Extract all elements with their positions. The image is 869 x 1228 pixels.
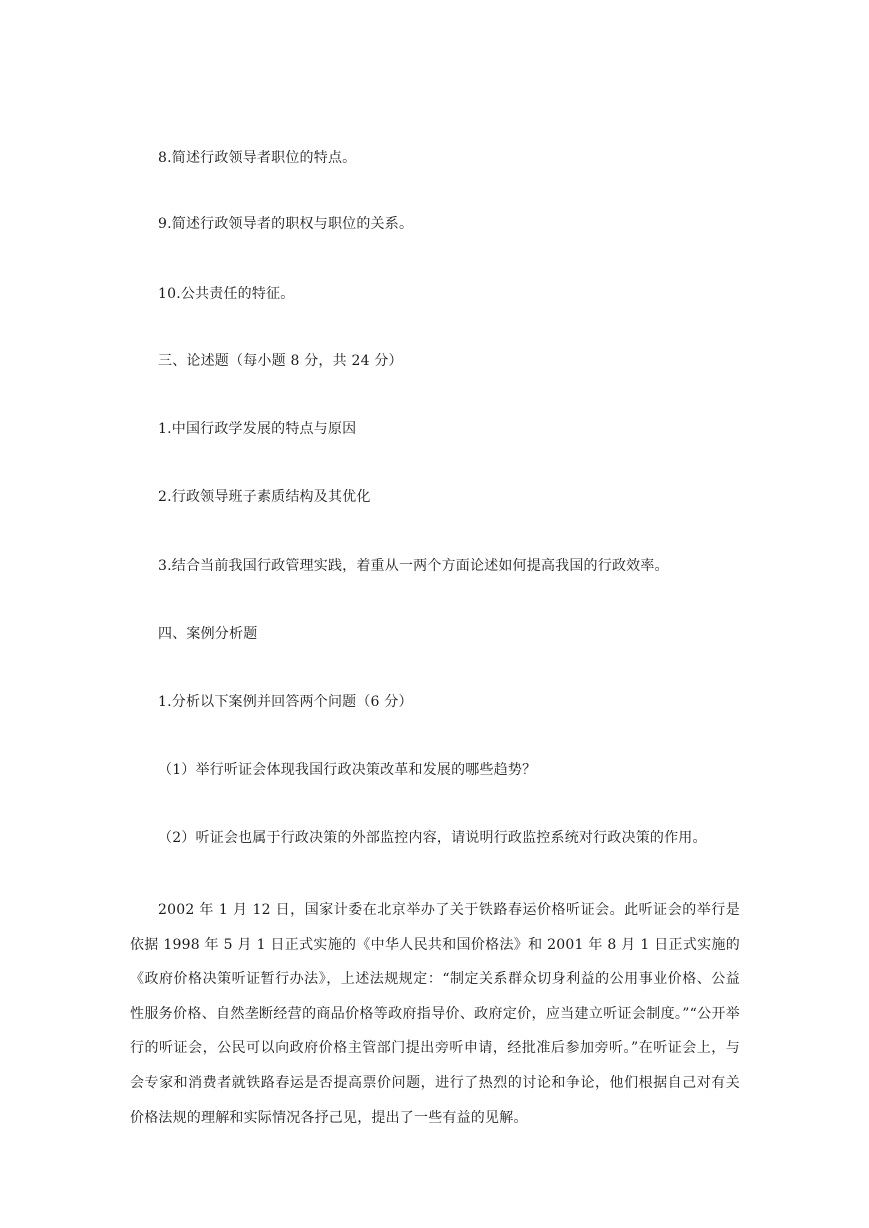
question-8: 8.简述行政领导者职位的特点。: [158, 150, 357, 166]
case-question-1: 1.分析以下案例并回答两个问题（6 分）: [158, 694, 413, 710]
essay-question-2: 2.行政领导班子素质结构及其优化: [158, 489, 371, 505]
section-heading-case: 四、案例分析题: [158, 626, 258, 642]
question-9: 9.简述行政领导者的职权与职位的关系。: [158, 216, 414, 232]
question-10: 10.公共责任的特征。: [158, 286, 295, 302]
case-subquestion-2: （2）听证会也属于行政决策的外部监控内容，请说明行政监控系统对行政决策的作用。: [158, 830, 707, 846]
case-paragraph: 2002 年 1 月 12 日，国家计委在北京举办了关于铁路春运价格听证会。此听证会的举行是依据 1998 年 5 月 1 日正式实施的《中华人民共和国价格法》和 2001 年 8 月 1 日正式实施的《政府价格决策听证暂行办法》，上述法规规定：“制定关系群众切身利益的公用事业价格、公益性服务价格、自然垄断经营的商品价格等政府指导价、政府定价，应当建立听证会制度。”“公开举行的听证会，公民可以向政府价格主管部门提出旁听申请，经批准后参加旁听。”在听证会上，与会专家和消费者就铁路春运是否提高票价问题，进行了热烈的讨论和争论，他们根据自己对有关价格法规的理解和实际情况各抒己见，提出了一些有益的见解。: [130, 902, 740, 1126]
essay-question-1: 1.中国行政学发展的特点与原因: [158, 421, 357, 437]
case-subquestion-1: （1）举行听证会体现我国行政决策改革和发展的哪些趋势？: [158, 762, 537, 778]
section-heading-essay: 三、论述题（每小题 8 分，共 24 分）: [158, 353, 403, 369]
essay-question-3: 3.结合当前我国行政管理实践，着重从一两个方面论述如何提高我国的行政效率。: [158, 558, 669, 574]
